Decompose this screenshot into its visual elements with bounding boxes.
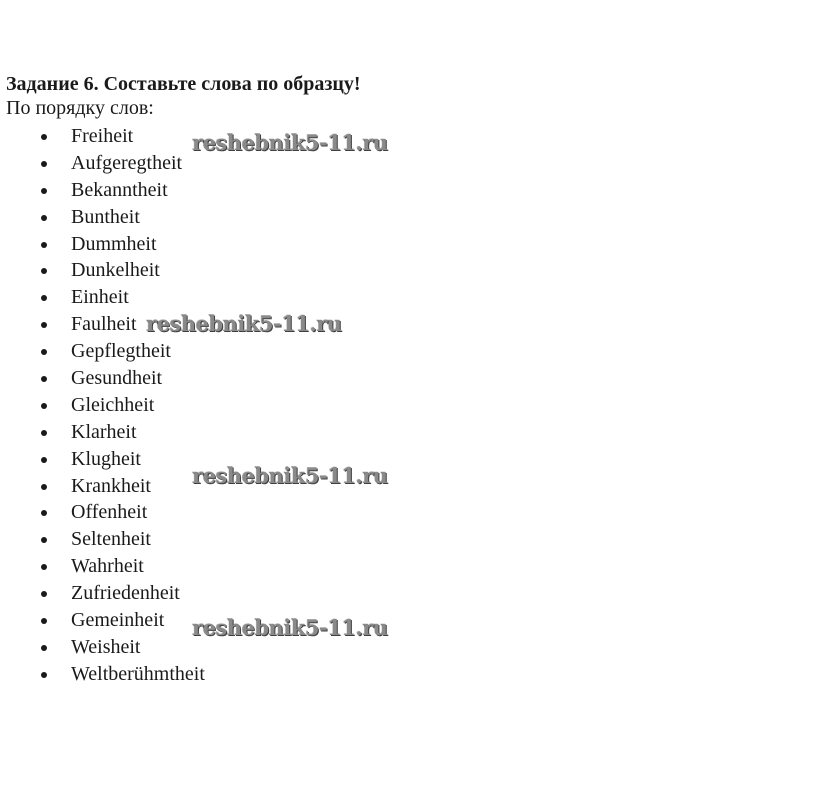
watermark: reshebnik5-11.ru <box>192 615 388 640</box>
bullet-icon <box>41 295 47 301</box>
word-text: Klarheit <box>71 420 137 443</box>
bullet-icon <box>41 672 47 678</box>
word-text: Faulheit <box>71 313 137 336</box>
list-item <box>6 177 806 204</box>
list-item <box>6 231 806 258</box>
word-text: Aufgeregtheit <box>71 151 183 174</box>
word-text: Wahrheit <box>71 555 144 578</box>
word-text: Gepflegtheit <box>71 340 171 363</box>
list-item <box>6 634 806 661</box>
bullet-icon <box>41 484 47 490</box>
intro-text: По порядку слов: <box>6 97 154 119</box>
bullet-icon <box>41 510 47 516</box>
word-text: Seltenheit <box>71 528 151 551</box>
word-text: Zufriedenheit <box>71 582 180 605</box>
word-text: Gesundheit <box>71 367 163 390</box>
bullet-icon <box>41 645 47 651</box>
bullet-icon <box>41 403 47 409</box>
list-item <box>6 204 806 231</box>
word-text: Weltberühmtheit <box>71 662 205 685</box>
word-text: Dunkelheit <box>71 259 160 282</box>
word-text: Buntheit <box>71 205 140 228</box>
list-item <box>6 392 806 419</box>
list-item <box>6 284 806 311</box>
word-text: Krankheit <box>71 474 151 497</box>
bullet-icon <box>41 268 47 274</box>
word-text: Offenheit <box>71 501 148 524</box>
list-item <box>6 446 806 473</box>
word-text: Gleichheit <box>71 393 155 416</box>
bullet-icon <box>41 242 47 248</box>
list-item <box>6 419 806 446</box>
watermark: reshebnik5-11.ru <box>146 311 342 336</box>
bullet-icon <box>41 457 47 463</box>
list-item <box>6 553 806 580</box>
list-item <box>6 580 806 607</box>
watermark: reshebnik5-11.ru <box>192 130 388 155</box>
word-text: Einheit <box>71 286 129 309</box>
bullet-icon <box>41 537 47 543</box>
task-heading: Задание 6. Составьте слова по образцу! <box>6 73 361 95</box>
word-text: Weisheit <box>71 635 141 658</box>
bullet-icon <box>41 591 47 597</box>
bullet-icon <box>41 430 47 436</box>
list-item <box>6 150 806 177</box>
list-item <box>6 607 806 634</box>
bullet-icon <box>41 376 47 382</box>
word-text: Bekanntheit <box>71 178 168 201</box>
list-item <box>6 365 806 392</box>
list-item <box>6 526 806 553</box>
word-text: Freiheit <box>71 125 134 147</box>
bullet-icon <box>41 349 47 355</box>
bullet-icon <box>41 134 47 140</box>
bullet-icon <box>41 161 47 167</box>
list-item <box>6 123 806 150</box>
bullet-icon <box>41 322 47 328</box>
list-item <box>6 499 806 526</box>
word-text: Gemeinheit <box>71 609 165 632</box>
word-list <box>6 123 806 688</box>
bullet-icon <box>41 564 47 570</box>
list-item <box>6 473 806 500</box>
document <box>6 72 806 688</box>
list-item <box>6 338 806 365</box>
bullet-icon <box>41 215 47 221</box>
bullet-icon <box>41 618 47 624</box>
list-item <box>6 311 806 338</box>
bullet-icon <box>41 188 47 194</box>
watermark: reshebnik5-11.ru <box>192 463 388 488</box>
list-item <box>6 661 806 688</box>
word-text: Klugheit <box>71 447 141 470</box>
word-text: Dummheit <box>71 232 157 255</box>
list-item <box>6 257 806 284</box>
